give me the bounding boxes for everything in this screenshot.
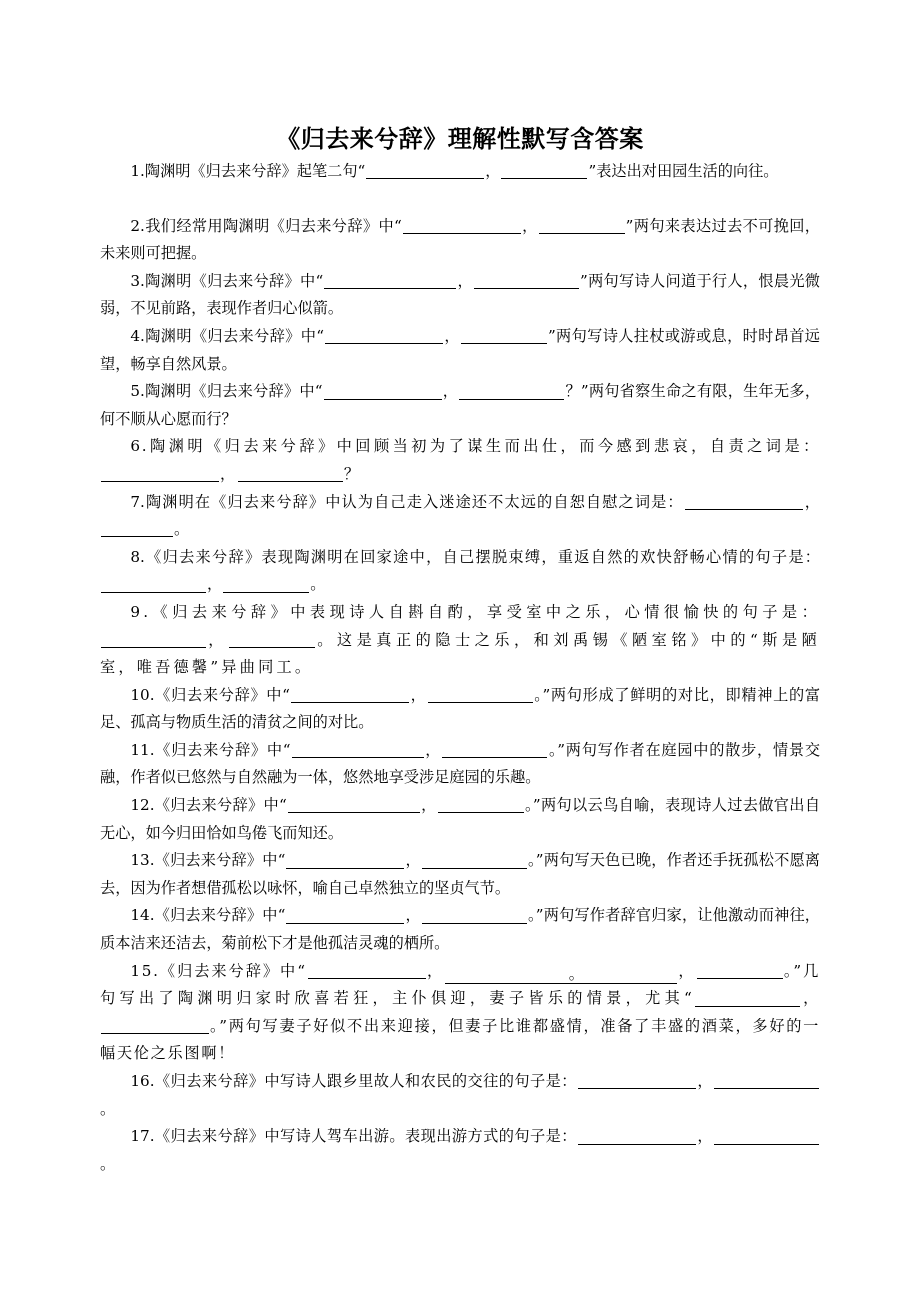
- question-4-part-3: ”两句写诗人拄杖或游或息，时时昂首远望，畅享自然风景。: [100, 326, 820, 373]
- question-15-part-1: 15.《归去来兮辞》中“: [130, 961, 307, 980]
- question-3-part-1: 3.陶渊明《归去来兮辞》中“: [130, 271, 324, 290]
- question-11-part-3: 。”两句写作者在庭园中的散步，情景交融，作者似已悠然与自然融为一体，悠然地享受涉足庭园的乐趣。: [100, 740, 821, 787]
- question-12-part-2: ，: [420, 796, 437, 815]
- blank-field[interactable]: [292, 741, 424, 758]
- blank-field[interactable]: [714, 1072, 819, 1089]
- question-1-part-1: 1.陶渊明《归去来兮辞》起笔二句“: [130, 162, 366, 180]
- blank-field[interactable]: [101, 465, 219, 482]
- blank-field[interactable]: [325, 327, 443, 344]
- question-item-6: [100, 433, 820, 488]
- question-7-part-1: 7.陶渊明在《归去来兮辞》中认为自己走入迷途还不太远的自恕自慰之词是：: [130, 492, 684, 511]
- blank-field[interactable]: [474, 272, 579, 289]
- question-item-12: [100, 792, 820, 847]
- question-item-5: [100, 378, 820, 433]
- blank-field[interactable]: [101, 576, 206, 593]
- question-1-part-3: ”表达出对田园生活的向往。: [588, 162, 779, 180]
- question-10-part-3: 。”两句形成了鲜明的对比，即精神上的富足、孤高与物质生活的清贫之间的对比。: [100, 685, 821, 732]
- question-13-part-1: 13.《归去来兮辞》中“: [130, 851, 286, 870]
- blank-field[interactable]: [578, 1128, 696, 1145]
- blank-field[interactable]: [366, 162, 484, 179]
- blank-field[interactable]: [422, 852, 527, 869]
- question-11-part-1: 11.《归去来兮辞》中“: [130, 740, 291, 759]
- question-16-part-2: ，: [696, 1072, 714, 1090]
- question-4-part-1: 4.陶渊明《归去来兮辞》中“: [130, 326, 325, 345]
- blank-field[interactable]: [286, 852, 404, 869]
- blank-field[interactable]: [428, 686, 533, 703]
- question-item-16: [100, 1068, 820, 1123]
- question-14-part-2: ，: [405, 906, 421, 925]
- question-8-part-2: ，: [207, 575, 223, 594]
- question-17-part-1: 17.《归去来兮辞》中写诗人驾车出游。表现出游方式的句子是：: [130, 1127, 577, 1146]
- question-6-part-1: 6.陶渊明《归去来兮辞》中回顾当初为了谋生而出仕，而今感到悲哀，自责之词是：: [130, 437, 820, 456]
- blank-field[interactable]: [685, 493, 803, 510]
- question-9-part-2: ，: [207, 630, 228, 649]
- question-7-part-3: 。: [174, 520, 190, 539]
- question-15-part-5: 。”几句写出了陶渊明归家时欣喜若狂，主仆俱迎，妻子皆乐的情景，尤其“: [100, 961, 821, 1008]
- question-16-part-3: 。: [100, 1099, 116, 1118]
- blank-field[interactable]: [442, 741, 547, 758]
- question-item-7: [100, 489, 820, 544]
- question-item-4: [100, 323, 820, 378]
- question-1-part-2: ，: [485, 162, 501, 180]
- question-8-part-1: 8.《归去来兮辞》表现陶渊明在回家途中，自己摆脱束缚，重返自然的欢快舒畅心情的句子是：: [130, 547, 820, 566]
- question-item-2: [100, 213, 820, 268]
- page-title: 《归去来兮辞》理解性默写含答案: [276, 124, 644, 154]
- question-6-part-2: ，: [220, 464, 237, 483]
- question-5-part-1: 5.陶渊明《归去来兮辞》中“: [130, 382, 323, 401]
- question-14-part-1: 14.《归去来兮辞》中“: [130, 906, 286, 925]
- question-15-part-6: ，: [800, 989, 820, 1008]
- question-10-part-2: ，: [409, 685, 427, 704]
- blank-field[interactable]: [291, 686, 409, 703]
- blank-field[interactable]: [459, 383, 564, 400]
- blank-field[interactable]: [501, 162, 587, 179]
- blank-field[interactable]: [438, 796, 524, 813]
- blank-field[interactable]: [238, 465, 343, 482]
- question-7-part-2: ，: [803, 492, 820, 511]
- blank-field[interactable]: [288, 796, 420, 813]
- question-2-part-2: ，: [521, 216, 538, 235]
- question-item-13: [100, 847, 820, 902]
- question-item-8: [100, 544, 820, 599]
- question-10-part-1: 10.《归去来兮辞》中“: [130, 685, 290, 704]
- question-13-part-2: ，: [405, 851, 421, 870]
- question-2-part-3: ”两句来表达过去不可挽回，未来则可把握。: [100, 216, 820, 263]
- question-item-9: [100, 599, 820, 682]
- question-17-part-3: 。: [100, 1154, 116, 1173]
- question-17-part-2: ，: [696, 1127, 714, 1146]
- question-item-15: [100, 958, 820, 1068]
- blank-field[interactable]: [101, 631, 206, 648]
- question-list: [100, 158, 820, 1178]
- blank-field[interactable]: [422, 907, 527, 924]
- blank-field[interactable]: [714, 1128, 819, 1145]
- question-item-14: [100, 902, 820, 957]
- question-6-part-3: ？: [343, 464, 361, 483]
- question-item-1: [100, 158, 820, 186]
- question-3-part-2: ，: [457, 271, 474, 290]
- question-8-part-3: 。: [310, 575, 326, 594]
- question-16-part-1: 16.《归去来兮辞》中写诗人跟乡里故人和农民的交往的句子是：: [130, 1072, 577, 1090]
- question-2-part-1: 2.我们经常用陶渊明《归去来兮辞》中“: [130, 216, 402, 235]
- blank-field[interactable]: [101, 1017, 209, 1034]
- question-12-part-3: 。”两句以云鸟自喻，表现诗人过去做官出自无心，如今归田恰如鸟倦飞而知还。: [100, 796, 821, 842]
- blank-field[interactable]: [223, 576, 309, 593]
- blank-field[interactable]: [403, 217, 521, 234]
- question-9-part-1: 9.《归去来兮辞》中表现诗人自斟自酌，享受室中之乐，心情很愉快的句子是：: [130, 602, 820, 621]
- question-15-part-2: ，: [426, 961, 445, 980]
- question-3-part-3: ”两句写诗人问道于行人，恨晨光微弱，不见前路，表现作者归心似箭。: [100, 271, 820, 318]
- question-item-11: [100, 737, 820, 792]
- blank-field[interactable]: [695, 990, 800, 1007]
- blank-field[interactable]: [539, 217, 625, 234]
- blank-field[interactable]: [324, 383, 442, 400]
- question-item-10: [100, 682, 820, 737]
- blank-field[interactable]: [324, 272, 456, 289]
- blank-field[interactable]: [286, 907, 404, 924]
- question-9-part-3: 。这是真正的隐士之乐，和刘禹锡《陋室铭》中的“斯是陋室，唯吾德馨”异曲同工。: [100, 630, 821, 677]
- blank-field-with-period[interactable]: 。: [445, 967, 677, 984]
- question-4-part-2: ，: [444, 326, 460, 345]
- question-11-part-2: ，: [424, 740, 442, 759]
- blank-field[interactable]: [229, 631, 315, 648]
- blank-field[interactable]: [578, 1072, 696, 1089]
- blank-field[interactable]: [308, 962, 426, 979]
- question-item-3: [100, 268, 820, 323]
- blank-field[interactable]: [461, 327, 547, 344]
- blank-field[interactable]: [101, 521, 173, 538]
- question-item-17: [100, 1123, 820, 1178]
- question-14-part-3: 。”两句写作者辞官归家，让他激动而神往，质本洁来还洁去，菊前松下才是他孤洁灵魂的栖所。: [100, 906, 820, 953]
- question-5-part-3: ？”两句省察生命之有限，生年无多，何不顺从心愿而行？: [100, 382, 821, 428]
- question-12-part-1: 12.《归去来兮辞》中“: [130, 796, 287, 815]
- question-13-part-3: 。”两句写天色已晚，作者还手抚孤松不愿离去，因为作者想借孤松以咏怀，喻自己卓然独立的坚贞气节。: [100, 851, 820, 897]
- blank-field[interactable]: [697, 962, 783, 979]
- question-5-part-2: ，: [442, 382, 459, 401]
- question-15-part-7: 。”两句写妻子好似不出来迎接，但妻子比谁都盛情，准备了丰盛的酒菜，多好的一幅天伦之乐图啊！: [100, 1016, 820, 1063]
- question-15-part-4: ，: [678, 961, 696, 980]
